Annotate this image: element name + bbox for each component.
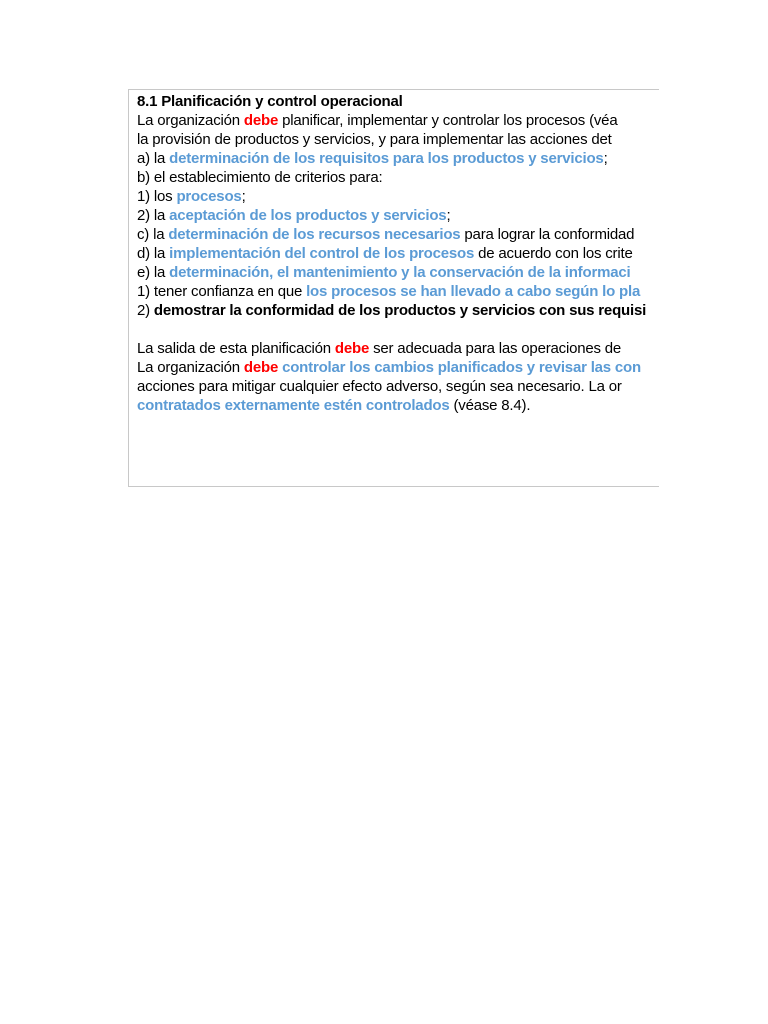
- paragraph-line: [137, 396, 659, 415]
- list-item-b: [137, 168, 659, 187]
- emphasis-debe: debe: [243, 359, 279, 376]
- highlight-term: aceptación de los productos y servicios: [169, 207, 447, 224]
- text-run: d) la: [137, 245, 170, 262]
- paragraph-line: [137, 111, 659, 130]
- list-item-b2: [137, 206, 659, 225]
- text-run: ;: [446, 207, 451, 224]
- text-run: La organización: [137, 359, 244, 376]
- text-run: b) el establecimiento de criterios para:: [137, 169, 383, 186]
- text-run: de acuerdo con los crite: [474, 245, 633, 262]
- text-run: La organización: [137, 112, 244, 129]
- section-heading: 8.1 Planificación y control operacional: [137, 93, 403, 110]
- text-run: 2) la: [137, 207, 170, 224]
- list-item-e1: [137, 282, 659, 301]
- paragraph-line: [137, 377, 659, 396]
- paragraph-line: [137, 339, 659, 358]
- document-excerpt: [128, 89, 659, 487]
- highlight-term: contratados externamente estén controlados: [137, 397, 450, 414]
- text-run: c) la: [137, 226, 169, 243]
- text-run: ;: [603, 150, 608, 167]
- list-item-a: [137, 149, 659, 168]
- emphasis-debe: debe: [243, 112, 279, 129]
- text-run: a) la: [137, 150, 170, 167]
- highlight-term: determinación, el mantenimiento y la conservación de la informaci: [169, 264, 631, 281]
- highlight-term: procesos: [176, 188, 242, 205]
- highlight-term: controlar los cambios planificados y revisar las con: [278, 359, 641, 376]
- emphasis-debe: debe: [334, 340, 370, 357]
- text-run: 1) los: [137, 188, 177, 205]
- list-item-c: [137, 225, 659, 244]
- text-run: ser adecuada para las operaciones de: [369, 340, 622, 357]
- highlight-term: los procesos se han llevado a cabo según lo pla: [306, 283, 641, 300]
- text-run: La salida de esta planificación: [137, 340, 335, 357]
- text-run: 1) tener confianza en que: [137, 283, 307, 300]
- highlight-term: determinación de los requisitos para los productos y servicios: [169, 150, 604, 167]
- text-run: ;: [241, 188, 246, 205]
- text-run: planificar, implementar y controlar los procesos (véa: [278, 112, 618, 129]
- list-item-b1: [137, 187, 659, 206]
- text-run: la provisión de productos y servicios, y para implementar las acciones det: [137, 131, 612, 148]
- highlight-term: determinación de los recursos necesarios: [168, 226, 461, 243]
- text-run: para lograr la conformidad: [460, 226, 635, 243]
- list-item-e: [137, 263, 659, 282]
- text-run: (véase 8.4).: [449, 397, 531, 414]
- paragraph-line: [137, 358, 659, 377]
- text-run: acciones para mitigar cualquier efecto adverso, según sea necesario. La or: [137, 378, 622, 395]
- bold-text: demostrar la conformidad de los productos y servicios con sus requisi: [153, 302, 647, 319]
- text-run: 2): [137, 302, 154, 319]
- list-item-e2: [137, 301, 659, 320]
- paragraph-spacer: [137, 320, 659, 339]
- highlight-term: implementación del control de los procesos: [169, 245, 475, 262]
- paragraph-line: [137, 130, 659, 149]
- list-item-d: [137, 244, 659, 263]
- document-body: [137, 92, 659, 415]
- text-run: e) la: [137, 264, 170, 281]
